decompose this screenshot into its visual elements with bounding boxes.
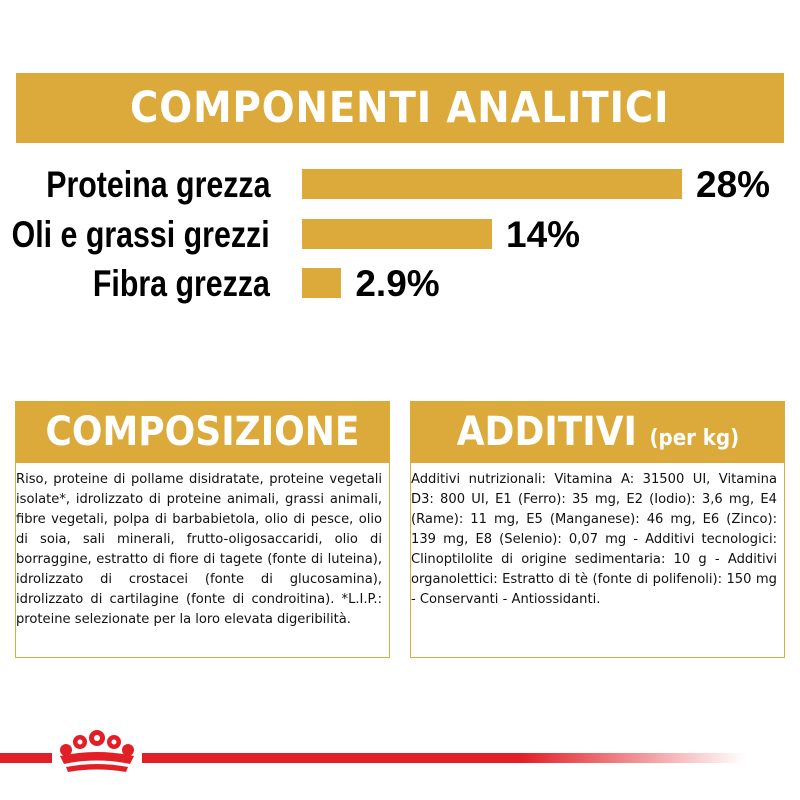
nutrient-label: Oli e grassi grezzi bbox=[11, 214, 270, 255]
nutrient-row-fat bbox=[0, 213, 800, 257]
nutrient-value: 14% bbox=[506, 214, 581, 255]
additives-subtitle: (per kg) bbox=[649, 426, 739, 451]
nutrient-row-protein bbox=[0, 163, 800, 207]
nutrient-value: 2.9% bbox=[355, 263, 440, 304]
additives-title: ADDITIVI bbox=[456, 409, 637, 455]
nutrient-label: Fibra grezza bbox=[92, 263, 270, 304]
composition-title: COMPOSIZIONE bbox=[45, 409, 360, 455]
nutrient-row-fiber bbox=[0, 262, 800, 306]
analytic-components-title: COMPONENTI ANALITICI bbox=[130, 83, 670, 133]
composition-text: Riso, proteine di pollame disidratate, proteine vegetali isolate*, idrolizzato di proteine animali, grassi animali, fibre vegetali, polpa di barbabietola, olio di pesce, olio di soia, sali minerali, frutto-oligosaccaridi, olio di borraggine, estratto di fiore di tagete (fonte di luteina), idrolizzato di crostacei (fonte di glucosamina), idrolizzato di cartilagine (fonte di condroitina). *L.I.P.: proteine selezionate per la loro elevata digeribilità. bbox=[16, 472, 382, 627]
analytic-components-banner bbox=[16, 73, 784, 143]
nutrient-value: 28% bbox=[696, 164, 771, 205]
additives-text: Additivi nutrizionali: Vitamina A: 31500 UI, Vitamina D3: 800 UI, E1 (Ferro): 35 mg, E2 (Iodio): 3,6 mg, E4 (Rame): 11 mg, E5 (Manganese): 46 mg, E6 (Zinco): 139 mg, E8 (Selenio): 0,07 mg - Additivi tecnologici: Clinoptilolite di origine sedimentaria: 10 g - Additivi organolettici: Estratto di tè (fonte di polifenoli): 150 mg - Conservanti - Antiossidanti. bbox=[411, 472, 777, 607]
nutrient-bar bbox=[302, 268, 341, 298]
additives-title-wrap bbox=[456, 409, 738, 455]
additives-header bbox=[410, 401, 785, 463]
crown-icon bbox=[52, 728, 142, 778]
nutrient-bar bbox=[302, 169, 682, 199]
composition-header bbox=[15, 401, 390, 463]
nutrient-label: Proteina grezza bbox=[45, 164, 270, 205]
nutrient-bar bbox=[302, 219, 492, 249]
